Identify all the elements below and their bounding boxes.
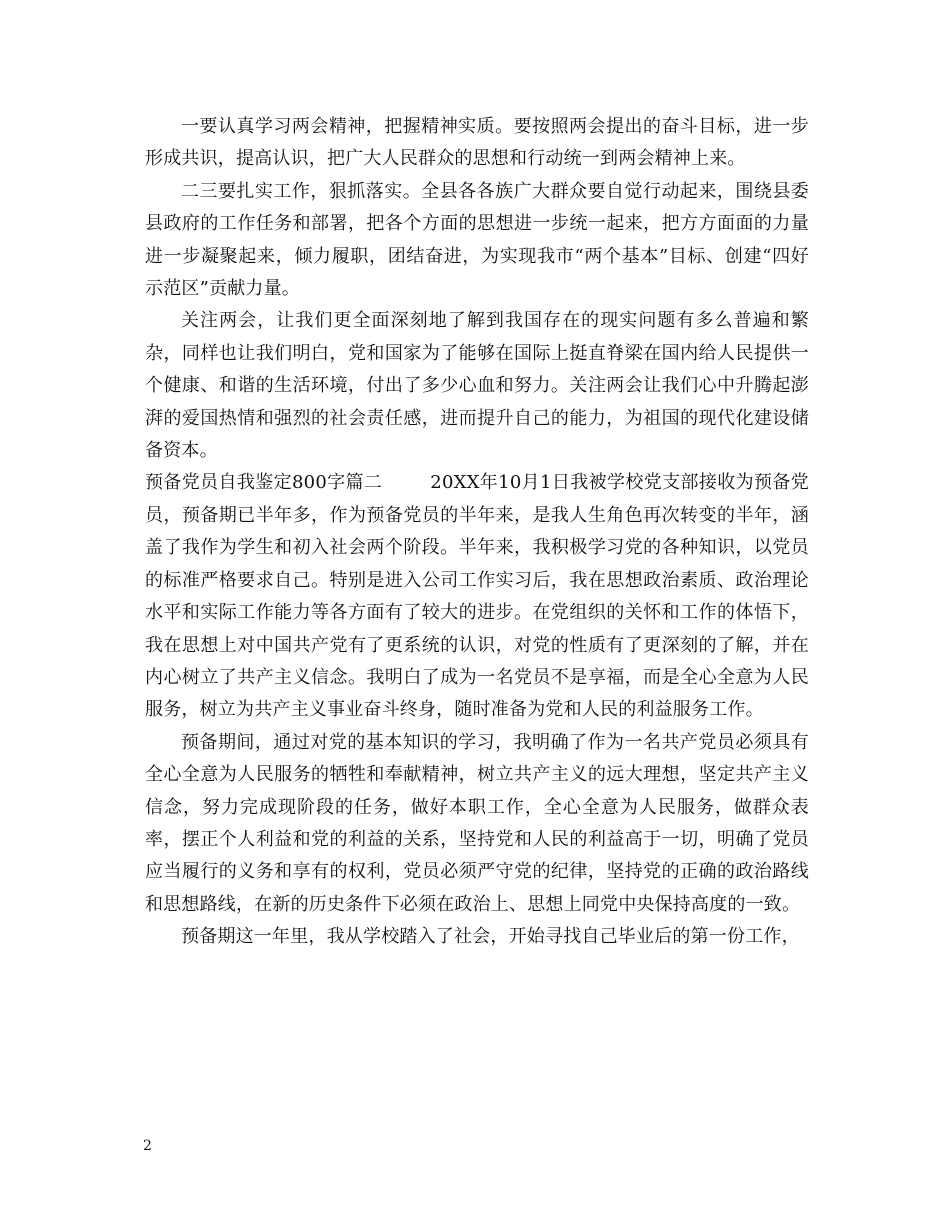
paragraph-6: 预备期这一年里，我从学校踏入了社会，开始寻找自己毕业后的第一份工作， (181, 926, 800, 948)
paragraph-3: 关注两会，让我们更全面深刻地了解到我国存在的现实问题有多么普遍和繁杂，同样也让我们明白，党和国家为了能够在国际上挺直脊梁在国内给人民提供一个健康、和谐的生活环境，付出了多少心血和努力。关注两会让我们心中升腾起澎湃的爱国热情和强烈的社会责任感，进而提升自己的能力，为祖国的现代化建设储备资本。 (145, 310, 809, 462)
section-title: 预备党员自我鉴定800字篇二 (145, 472, 383, 494)
paragraph-1: 一要认真学习两会精神，把握精神实质。要按照两会提出的奋斗目标，进一步形成共识，提高认识，把广大人民群众的思想和行动统一到两会精神上来。 (145, 116, 809, 170)
page-number: 2 (143, 1138, 152, 1154)
document-body (145, 111, 809, 954)
paragraph-2: 二三要扎实工作，狠抓落实。全县各各族广大群众要自觉行动起来，围绕县委县政府的工作任务和部署，把各个方面的思想进一步统一起来，把方方面面的力量进一步凝聚起来，倾力履职，团结奋进，为实现我市“两个基本”目标、创建“四好示范区”贡献力量。 (145, 180, 809, 300)
section-first-text: 20XX年10月1日我被学校党支部接收为预备党员，预备期已半年多，作为预备党员的半年来，是我人生角色再次转变的半年，涵盖了我作为学生和初入社会两个阶段。半年来，我积极学习党的各种知识，以党员的标准严格要求自己。特别是进入公司工作实习后，我在思想政治素质、政治理论水平和实际工作能力等各方面有了较大的进步。在党组织的关怀和工作的体悟下，我在思想上对中国共产党有了更系统的认识，对党的性质有了更深刻的了解，并在内心树立了共产主义信念。我明白了成为一名党员不是享福，而是全心全意为人民服务，树立为共产主义事业奋斗终身，随时准备为党和人民的利益服务工作。 (145, 472, 809, 721)
section-paragraph (145, 467, 809, 726)
paragraph-5: 预备期间，通过对党的基本知识的学习，我明确了作为一名共产党员必须具有全心全意为人民服务的牺牲和奉献精神，树立共产主义的远大理想，坚定共产主义信念，努力完成现阶段的任务，做好本职工作，全心全意为人民服务，做群众表率，摆正个人利益和党的利益的关系，坚持党和人民的利益高于一切，明确了党员应当履行的义务和享有的权利，党员必须严守党的纪律，坚持党的正确的政治路线和思想路线，在新的历史条件下必须在政治上、思想上同党中央保持高度的一致。 (145, 731, 809, 915)
